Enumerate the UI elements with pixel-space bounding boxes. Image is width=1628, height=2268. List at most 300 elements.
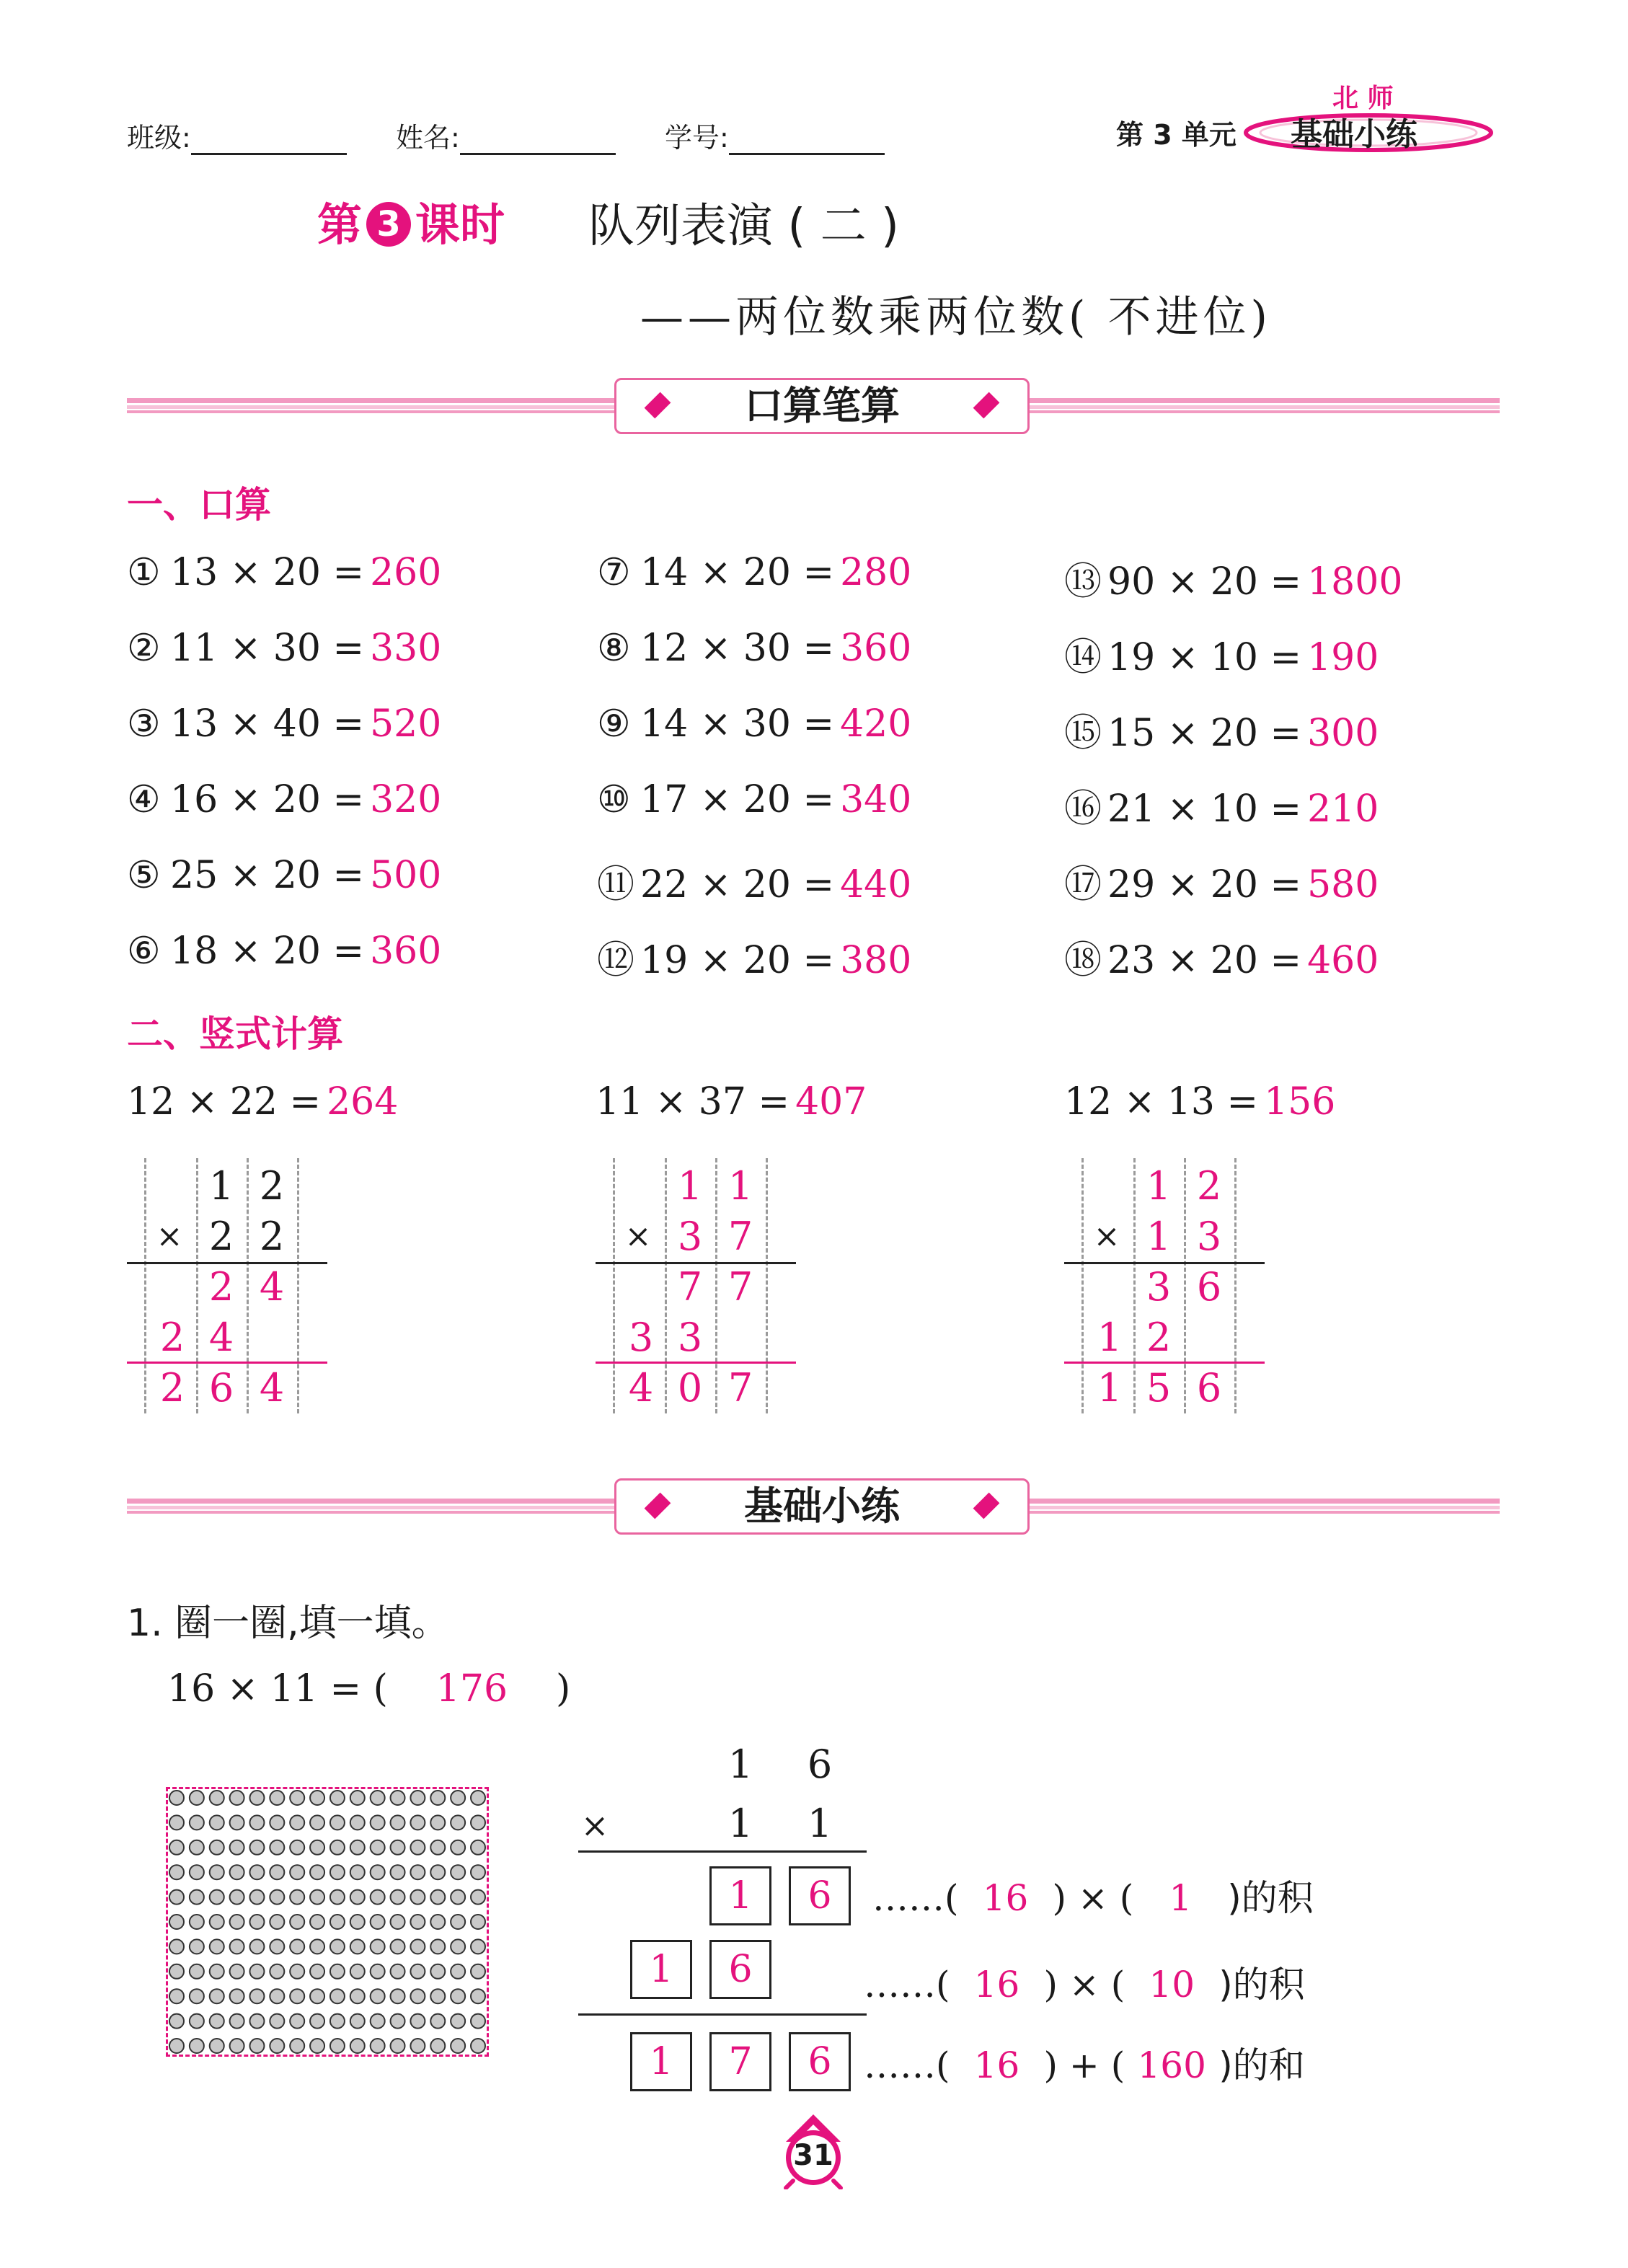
dot <box>210 2039 224 2053</box>
digit: 1 <box>727 1163 753 1209</box>
dot <box>210 1939 224 1954</box>
desc-a[interactable]: 16 <box>982 1877 1029 1919</box>
digit[interactable]: 4 <box>208 1315 234 1360</box>
digit[interactable]: 1 <box>1097 1365 1123 1411</box>
class-blank[interactable] <box>191 153 347 155</box>
lesson-subtitle: ——两位数乘两位数( 不进位) <box>640 292 1272 343</box>
dot <box>391 1791 405 1805</box>
times-sign: × <box>580 1806 609 1845</box>
dot <box>290 1890 304 1905</box>
answer-box[interactable]: 6 <box>709 1940 771 1999</box>
header-fields <box>127 115 885 155</box>
dot <box>190 1840 204 1855</box>
dot <box>430 1840 445 1855</box>
dot <box>310 1989 324 2003</box>
dot <box>190 1915 204 1929</box>
desc-b[interactable]: 10 <box>1149 1964 1195 2006</box>
oral-answer[interactable]: 360 <box>840 627 912 670</box>
oral-answer[interactable]: 460 <box>1307 939 1379 982</box>
desc-pre: ……( <box>864 1964 950 2006</box>
dot <box>290 1964 304 1979</box>
oral-answer[interactable]: 340 <box>840 778 912 821</box>
dot <box>330 1890 345 1905</box>
vertical-expr-text: 12 × 22 = <box>127 1080 322 1124</box>
dot <box>451 2039 465 2053</box>
digit[interactable]: 4 <box>628 1365 654 1411</box>
oral-expr: 13 × 20 = <box>170 551 365 594</box>
dot <box>210 1964 224 1979</box>
dot <box>371 1791 385 1805</box>
dot <box>350 1915 365 1929</box>
digit: 1 <box>727 1742 753 1787</box>
oral-index: ⑰ <box>1064 863 1102 906</box>
desc-pre: ……( <box>864 2044 950 2086</box>
answer-box[interactable]: 1 <box>709 1866 771 1925</box>
oral-item <box>597 627 911 670</box>
dot <box>169 1815 184 1830</box>
digit[interactable]: 6 <box>1196 1264 1222 1310</box>
dot <box>330 1865 345 1879</box>
grid-line <box>1081 1158 1084 1413</box>
oral-answer[interactable]: 520 <box>370 702 442 746</box>
dot <box>270 1964 284 1979</box>
times-sign: × <box>624 1218 652 1255</box>
section-title-shushi: 二、竖式计算 <box>127 1013 343 1055</box>
answer-box[interactable]: 6 <box>789 1866 851 1925</box>
oral-item <box>597 854 911 908</box>
oral-index: ⑭ <box>1064 636 1102 679</box>
dot <box>471 1890 485 1905</box>
lesson-suffix: 课时 <box>415 198 505 251</box>
dot <box>410 1815 425 1830</box>
dot <box>410 1865 425 1879</box>
dot <box>230 2039 244 2053</box>
dot <box>230 2014 244 2029</box>
dot <box>249 1815 264 1830</box>
banner-jichu <box>614 1478 1030 1535</box>
oral-item <box>1064 854 1379 908</box>
oral-expr: 15 × 20 = <box>1107 712 1302 755</box>
grid-line <box>297 1158 299 1413</box>
dot <box>169 1865 184 1879</box>
dot <box>391 1865 405 1879</box>
dot <box>350 2014 365 2029</box>
times-sign: × <box>156 1218 183 1255</box>
digit[interactable]: 7 <box>677 1264 703 1310</box>
dot <box>210 1815 224 1830</box>
dot <box>270 2014 284 2029</box>
digit[interactable]: 2 <box>159 1315 185 1360</box>
dot <box>410 1964 425 1979</box>
dot <box>451 1890 465 1905</box>
digit: 2 <box>1196 1163 1222 1209</box>
number-label: 学号: <box>665 122 729 154</box>
digit: 1 <box>677 1163 703 1209</box>
banner-text: 口算笔算 <box>744 383 900 428</box>
dot <box>430 1890 445 1905</box>
oral-expr: 23 × 20 = <box>1107 939 1302 982</box>
oral-index: ⑧ <box>597 627 631 670</box>
dot <box>471 1964 485 1979</box>
dot <box>330 1791 345 1805</box>
dot <box>371 2014 385 2029</box>
q1-expr-text: 16 × 11 = ( <box>167 1667 388 1711</box>
oral-item <box>1064 930 1379 984</box>
oral-index: ① <box>127 551 161 594</box>
desc-post: )的积 <box>1227 1877 1314 1919</box>
dot <box>190 1939 204 1954</box>
oral-index: ③ <box>127 702 161 746</box>
dot <box>230 1915 244 1929</box>
dot <box>410 1939 425 1954</box>
dot <box>410 1890 425 1905</box>
dot <box>249 1989 264 2003</box>
oral-index: ⑨ <box>597 702 631 746</box>
dot <box>290 1791 304 1805</box>
dot <box>169 1915 184 1929</box>
digit: 6 <box>807 1742 833 1787</box>
desc-b[interactable]: 1 <box>1169 1877 1193 1919</box>
digit[interactable]: 3 <box>1146 1264 1172 1310</box>
dot <box>249 1964 264 1979</box>
rule-line <box>578 2013 867 2016</box>
digit: 2 <box>208 1214 234 1259</box>
dot <box>451 1964 465 1979</box>
desc-a[interactable]: 16 <box>973 2044 1020 2086</box>
dot <box>310 1964 324 1979</box>
dot <box>430 2014 445 2029</box>
oral-answer[interactable]: 300 <box>1307 712 1379 755</box>
dot <box>169 1840 184 1855</box>
oral-index: ⑱ <box>1064 939 1102 982</box>
dot <box>290 1840 304 1855</box>
dot <box>210 1840 224 1855</box>
dot <box>391 2039 405 2053</box>
dot <box>330 2014 345 2029</box>
oral-answer[interactable]: 1800 <box>1307 560 1403 604</box>
diamond-icon <box>973 392 1000 419</box>
dot <box>270 1939 284 1954</box>
grid-line <box>144 1158 146 1413</box>
oral-expr: 11 × 30 = <box>170 627 365 670</box>
digit[interactable]: 4 <box>259 1264 285 1310</box>
dot <box>471 1840 485 1855</box>
oral-answer[interactable]: 500 <box>370 854 442 897</box>
dot <box>330 1939 345 1954</box>
oral-item <box>1064 551 1402 605</box>
digit[interactable]: 7 <box>727 1365 753 1411</box>
question-1-title: 1. 圈一圈,填一填。 <box>127 1602 449 1645</box>
digit: 2 <box>259 1214 285 1259</box>
oral-item <box>127 702 441 746</box>
dot <box>471 1989 485 2003</box>
dot <box>310 2014 324 2029</box>
dot <box>230 1890 244 1905</box>
dot <box>270 1815 284 1830</box>
dot <box>190 1989 204 2003</box>
times-sign: × <box>1093 1218 1120 1255</box>
digit: 7 <box>727 1214 753 1259</box>
dot <box>471 1939 485 1954</box>
product-description <box>864 1956 1305 2008</box>
q1-close: ) <box>555 1667 571 1711</box>
banner-text: 基础小练 <box>744 1483 900 1529</box>
dot <box>310 1890 324 1905</box>
dot <box>451 1915 465 1929</box>
desc-b[interactable]: 160 <box>1137 2044 1206 2086</box>
dot <box>430 1815 445 1830</box>
dot <box>290 1865 304 1879</box>
dot <box>190 2014 204 2029</box>
dot <box>430 1791 445 1805</box>
vertical-expr-text: 12 × 13 = <box>1064 1080 1259 1124</box>
dot <box>391 1939 405 1954</box>
oral-index: ⑮ <box>1064 712 1102 755</box>
oral-expr: 25 × 20 = <box>170 854 365 897</box>
oral-expr: 19 × 10 = <box>1107 636 1302 679</box>
digit[interactable]: 3 <box>628 1315 654 1360</box>
dot <box>210 1791 224 1805</box>
digit[interactable]: 7 <box>727 1264 753 1310</box>
oral-item <box>597 778 911 821</box>
dot <box>350 1989 365 2003</box>
dot <box>391 1989 405 2003</box>
dot <box>330 1964 345 1979</box>
answer-box[interactable]: 7 <box>709 2032 771 2091</box>
digit[interactable]: 2 <box>159 1365 185 1411</box>
dot <box>169 1939 184 1954</box>
oral-answer[interactable]: 360 <box>370 930 442 973</box>
dot <box>430 1915 445 1929</box>
dot <box>471 1815 485 1830</box>
digit[interactable]: 5 <box>1146 1365 1172 1411</box>
dot <box>249 1890 264 1905</box>
oral-expr: 17 × 20 = <box>640 778 835 821</box>
product-description <box>864 2037 1305 2088</box>
oral-item <box>127 627 441 670</box>
dot <box>430 1989 445 2003</box>
dot <box>371 1840 385 1855</box>
dot <box>430 1865 445 1879</box>
dot <box>471 1915 485 1929</box>
digit[interactable]: 6 <box>1196 1365 1222 1411</box>
dot <box>410 1840 425 1855</box>
class-label: 班级: <box>127 122 191 154</box>
oral-index: ② <box>127 627 161 670</box>
diamond-icon <box>973 1493 1000 1519</box>
dot <box>391 1915 405 1929</box>
dot <box>371 1915 385 1929</box>
digit[interactable]: 3 <box>677 1315 703 1360</box>
digit[interactable]: 4 <box>259 1365 285 1411</box>
oral-expr: 18 × 20 = <box>170 930 365 973</box>
grid-line <box>766 1158 768 1413</box>
dot <box>310 1840 324 1855</box>
dot <box>451 1840 465 1855</box>
oral-answer[interactable]: 330 <box>370 627 442 670</box>
dot <box>330 1915 345 1929</box>
desc-post: )的积 <box>1218 1964 1305 2006</box>
dot <box>270 2039 284 2053</box>
dot <box>190 1865 204 1879</box>
dot <box>430 1964 445 1979</box>
dot <box>169 1890 184 1905</box>
dot <box>371 1865 385 1879</box>
digit: 1 <box>208 1163 234 1209</box>
oral-answer[interactable]: 440 <box>840 863 912 906</box>
dot <box>190 1815 204 1830</box>
dot <box>249 1939 264 1954</box>
vertical-expr-text: 11 × 37 = <box>596 1080 790 1124</box>
desc-post: )的和 <box>1218 2044 1305 2086</box>
q1-answer[interactable]: 176 <box>435 1667 508 1711</box>
lesson-title: 队列表演 ( 二 ) <box>588 200 899 253</box>
dot <box>310 2039 324 2053</box>
oral-item <box>127 551 441 594</box>
oral-answer[interactable]: 380 <box>840 939 912 982</box>
dot <box>330 2039 345 2053</box>
diamond-icon <box>645 392 671 419</box>
dot <box>270 1840 284 1855</box>
dot <box>371 1964 385 1979</box>
oral-item <box>127 930 441 973</box>
dot <box>350 1815 365 1830</box>
dot <box>230 1840 244 1855</box>
oral-expr: 14 × 30 = <box>640 702 835 746</box>
oral-index: ⑪ <box>597 863 635 906</box>
vertical-answer[interactable]: 264 <box>327 1080 399 1124</box>
dot <box>371 1989 385 2003</box>
dot <box>451 1939 465 1954</box>
dot <box>210 1989 224 2003</box>
number-blank[interactable] <box>729 153 885 155</box>
lesson-number: 3 <box>366 202 411 247</box>
digit: 3 <box>1196 1214 1222 1259</box>
oral-item <box>597 702 911 746</box>
dot <box>410 1791 425 1805</box>
oral-answer[interactable]: 260 <box>370 551 442 594</box>
dot <box>169 1964 184 1979</box>
oral-expr: 12 × 30 = <box>640 627 835 670</box>
question-1-expr <box>167 1667 570 1711</box>
digit: 1 <box>807 1801 833 1846</box>
vertical-expr <box>1064 1080 1335 1124</box>
dot <box>350 1791 365 1805</box>
answer-box[interactable]: 1 <box>630 2032 692 2091</box>
vertical-answer[interactable]: 156 <box>1264 1080 1336 1124</box>
dot <box>391 1840 405 1855</box>
vertical-expr <box>596 1080 867 1124</box>
desc-pre: ……( <box>872 1877 959 1919</box>
oral-expr: 29 × 20 = <box>1107 863 1302 906</box>
dot <box>249 1791 264 1805</box>
dot <box>371 2039 385 2053</box>
dot <box>210 1915 224 1929</box>
dot <box>451 1865 465 1879</box>
vertical-answer[interactable]: 407 <box>795 1080 867 1124</box>
oral-answer[interactable]: 420 <box>840 702 912 746</box>
dot <box>471 1865 485 1879</box>
name-blank[interactable] <box>460 153 616 155</box>
desc-mid: ) + ( <box>1043 2044 1125 2086</box>
dot <box>430 1939 445 1954</box>
oral-expr: 16 × 20 = <box>170 778 365 821</box>
oral-index: ⑬ <box>1064 560 1102 604</box>
oral-item <box>1064 627 1379 681</box>
dot <box>290 2039 304 2053</box>
dot <box>249 2014 264 2029</box>
digit: 3 <box>677 1214 703 1259</box>
dot <box>169 2014 184 2029</box>
digit[interactable]: 2 <box>208 1264 234 1310</box>
dot <box>410 2039 425 2053</box>
vertical-expr <box>127 1080 398 1124</box>
dot <box>169 2039 184 2053</box>
oral-item <box>127 854 441 897</box>
dot <box>371 1939 385 1954</box>
oral-item <box>127 778 441 821</box>
oral-answer[interactable]: 190 <box>1307 636 1379 679</box>
dot <box>290 1939 304 1954</box>
dot <box>230 1989 244 2003</box>
lesson-badge <box>317 189 505 253</box>
digit[interactable]: 2 <box>1146 1315 1172 1360</box>
desc-mid: ) × ( <box>1043 1964 1125 2006</box>
dot <box>249 1915 264 1929</box>
banner-kousuan <box>614 378 1030 434</box>
oral-answer[interactable]: 280 <box>840 551 912 594</box>
oral-item <box>1064 702 1379 756</box>
oral-index: ④ <box>127 778 161 821</box>
digit[interactable]: 0 <box>677 1365 703 1411</box>
dot <box>249 1865 264 1879</box>
dot <box>230 1815 244 1830</box>
dot <box>249 2039 264 2053</box>
dot <box>270 1890 284 1905</box>
oral-index: ⑦ <box>597 551 631 594</box>
dot <box>290 1989 304 2003</box>
dot <box>391 1815 405 1830</box>
dot <box>230 1964 244 1979</box>
oral-item <box>597 930 911 984</box>
oral-answer[interactable]: 320 <box>370 778 442 821</box>
dot <box>270 1915 284 1929</box>
dot <box>230 1791 244 1805</box>
dot <box>471 2014 485 2029</box>
dot <box>391 2014 405 2029</box>
dot <box>471 1791 485 1805</box>
dot <box>190 2039 204 2053</box>
dot <box>270 1791 284 1805</box>
answer-box[interactable]: 1 <box>630 1940 692 1999</box>
oral-expr: 21 × 10 = <box>1107 787 1302 831</box>
desc-a[interactable]: 16 <box>973 1964 1020 2006</box>
dot <box>410 1915 425 1929</box>
product-description <box>872 1869 1314 1921</box>
dot <box>310 1939 324 1954</box>
lesson-prefix: 第 <box>317 198 363 251</box>
answer-box[interactable]: 6 <box>789 2032 851 2091</box>
oral-expr: 22 × 20 = <box>640 863 835 906</box>
digit[interactable]: 6 <box>208 1365 234 1411</box>
dot <box>290 1815 304 1830</box>
digit[interactable]: 1 <box>1097 1315 1123 1360</box>
oral-index: ⑤ <box>127 854 161 897</box>
oral-answer[interactable]: 210 <box>1307 787 1379 831</box>
oral-answer[interactable]: 580 <box>1307 863 1379 906</box>
dot <box>249 1840 264 1855</box>
dot <box>371 1815 385 1830</box>
